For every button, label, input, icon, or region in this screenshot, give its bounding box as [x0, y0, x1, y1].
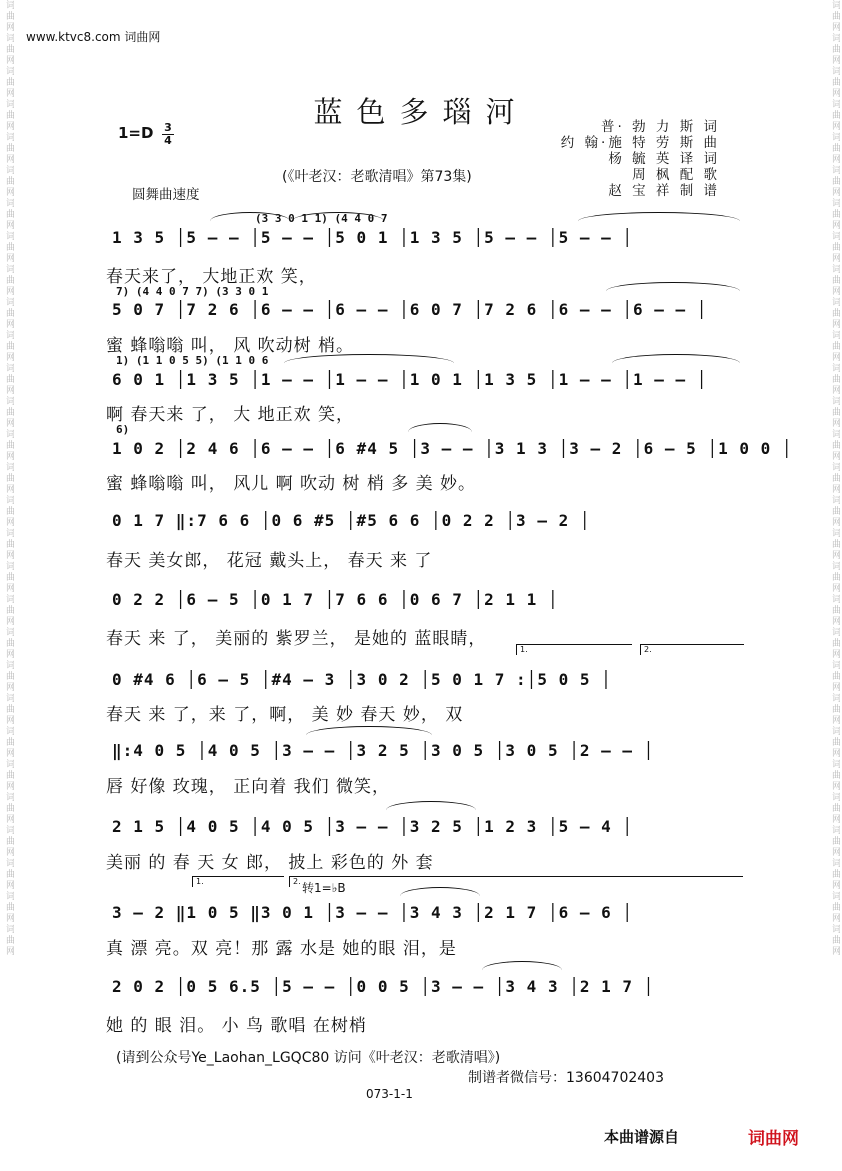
credit-lyricist: 普· 勃 力 斯 词	[601, 119, 720, 135]
credit-composer: 约 翰·施 特 劳 斯 曲	[560, 135, 720, 151]
site-url[interactable]: www.ktvc8.com 词曲网	[26, 30, 161, 44]
accomp-line-4: 6)	[116, 423, 130, 436]
ending-bracket-3: 1.	[192, 876, 284, 887]
page-number: 073-1-1	[366, 1087, 413, 1101]
source-site-link[interactable]: 词曲网	[748, 1129, 799, 1149]
lyrics-line-4: 蜜 蜂嗡嗡 叫， 风儿 啊 吹动 树 梢 多 美 妙。	[106, 474, 477, 494]
lyrics-line-10: 真 漂 亮。双 亮！那 露 水是 她的眼 泪，是	[106, 939, 457, 959]
lyrics-line-6: 春天 来 了， 美丽的 紫罗兰， 是她的 蓝眼睛，	[106, 629, 487, 649]
song-title: 蓝色多瑙河	[313, 95, 529, 129]
slur	[612, 354, 740, 365]
notes-line-4: 1 0 2 │2 4 6 │6 – – │6 #4 5 │3 – – │3 1 3 │3 – 2 │6 – 5 │1 0 0 │	[112, 439, 793, 458]
credit-arranger: 周 枫 配 歌	[632, 167, 720, 183]
lyrics-line-1: 春天来了， 大地正欢 笑，	[106, 267, 317, 287]
notes-line-10: 3 – 2 ‖1 0 5 ‖3 0 1 │3 – – │3 4 3 │2 1 7 │6 – 6 │	[112, 903, 634, 922]
notes-line-5: 0 1 7 ‖:7 6 6 │0 6 #5 │#5 6 6 │0 2 2 │3 – 2 │	[112, 511, 591, 530]
lyrics-line-5: 春天 美女郎， 花冠 戴头上， 春天 来 了	[106, 551, 433, 571]
lyrics-line-2: 蜜 蜂嗡嗡 叫， 风 吹动树 梢。	[106, 336, 355, 356]
key-signature: 1=D	[118, 124, 154, 142]
slur	[606, 282, 740, 293]
lyrics-line-9: 美丽 的 春 天 女 郎， 披上 彩色的 外 套	[106, 853, 434, 873]
notes-line-1: 1 3 5 │5 – – │5 – – │5 0 1 │1 3 5 │5 – – │5 – – │	[112, 228, 634, 247]
slur	[578, 212, 740, 223]
slur	[386, 801, 476, 812]
slur	[292, 212, 384, 223]
accomp-line-1: (3 3 0 1 1) (4 4 0 7	[255, 212, 388, 225]
slur	[284, 354, 454, 365]
time-signature	[162, 122, 174, 147]
lyrics-line-8: 唇 好像 玫瑰， 正向着 我们 微笑，	[106, 777, 391, 797]
notes-line-7: 0 #4 6 │6 – 5 │#4 – 3 │3 0 2 │5 0 1 7 :│5 0 5 │	[112, 670, 612, 689]
slur	[482, 961, 562, 972]
ending-bracket-2: 2.	[640, 644, 744, 655]
accomp-line-3: 1) (1 1 0 5 5) (1 1 0 6	[116, 354, 269, 367]
meter-bottom: 4	[162, 134, 174, 147]
notes-line-8: ‖:4 0 5 │4 0 5 │3 – – │3 2 5 │3 0 5 │3 0 5 │2 – – │	[112, 741, 655, 760]
ending-bracket-4: 2.	[289, 876, 743, 887]
lyrics-line-11: 她 的 眼 泪。 小 鸟 歌唱 在树梢	[106, 1016, 367, 1036]
notes-line-9: 2 1 5 │4 0 5 │4 0 5 │3 – – │3 2 5 │1 2 3 │5 – 4 │	[112, 817, 634, 836]
ending-bracket-1: 1.	[516, 644, 632, 655]
slur	[306, 726, 432, 737]
footer-contact: (请到公众号Ye_Laohan_LGQC80 访问《叶老汉：老歌清唱》)	[116, 1050, 501, 1066]
tempo-marking: 圆舞曲速度	[132, 187, 200, 203]
side-watermark-right: 词曲网词曲网词曲网词曲网词曲网词曲网词曲网词曲网词曲网词曲网词曲网词曲网词曲网词曲网词曲网词曲网词曲网词曲网词曲网词曲网词曲网词曲网词曲网词曲网词曲网词曲网词曲网词曲网词曲网	[830, 0, 840, 957]
meter-top: 3	[164, 121, 172, 134]
source-label: 本曲谱源自	[604, 1128, 680, 1146]
notes-line-3: 6 0 1 │1 3 5 │1 – – │1 – – │1 0 1 │1 3 5 │1 – – │1 – – │	[112, 370, 708, 389]
notes-line-11: 2 0 2 │0 5 6.5 │5 – – │0 0 5 │3 – – │3 4 3 │2 1 7 │	[112, 977, 655, 996]
lyrics-line-7: 春天 来 了，来 了，啊， 美 妙 春天 妙， 双	[106, 705, 464, 725]
credit-engraver: 赵 宝 祥 制 谱	[608, 183, 720, 199]
source-note: (《叶老汉：老歌清唱》第73集)	[282, 169, 472, 185]
key-change-marking: 转1=♭B	[302, 881, 346, 895]
accomp-line-2: 7) (4 4 0 7 7) (3 3 0 1	[116, 285, 269, 298]
credit-translator: 杨 毓 英 译 词	[608, 151, 720, 167]
slur	[400, 887, 480, 898]
footer-wechat: 制谱者微信号：13604702403	[468, 1070, 664, 1086]
side-watermark-left: 词曲网词曲网词曲网词曲网词曲网词曲网词曲网词曲网词曲网词曲网词曲网词曲网词曲网词曲网词曲网词曲网词曲网词曲网词曲网词曲网词曲网词曲网词曲网词曲网词曲网词曲网词曲网词曲网词曲网	[4, 0, 14, 957]
notes-line-2: 5 0 7 │7 2 6 │6 – – │6 – – │6 0 7 │7 2 6 │6 – – │6 – – │	[112, 300, 708, 319]
slur	[210, 212, 290, 223]
notes-line-6: 0 2 2 │6 – 5 │0 1 7 │7 6 6 │0 6 7 │2 1 1 │	[112, 590, 559, 609]
credits	[552, 119, 720, 199]
slur	[408, 423, 472, 434]
lyrics-line-3: 啊 春天来 了， 大 地正欢 笑，	[106, 405, 355, 425]
